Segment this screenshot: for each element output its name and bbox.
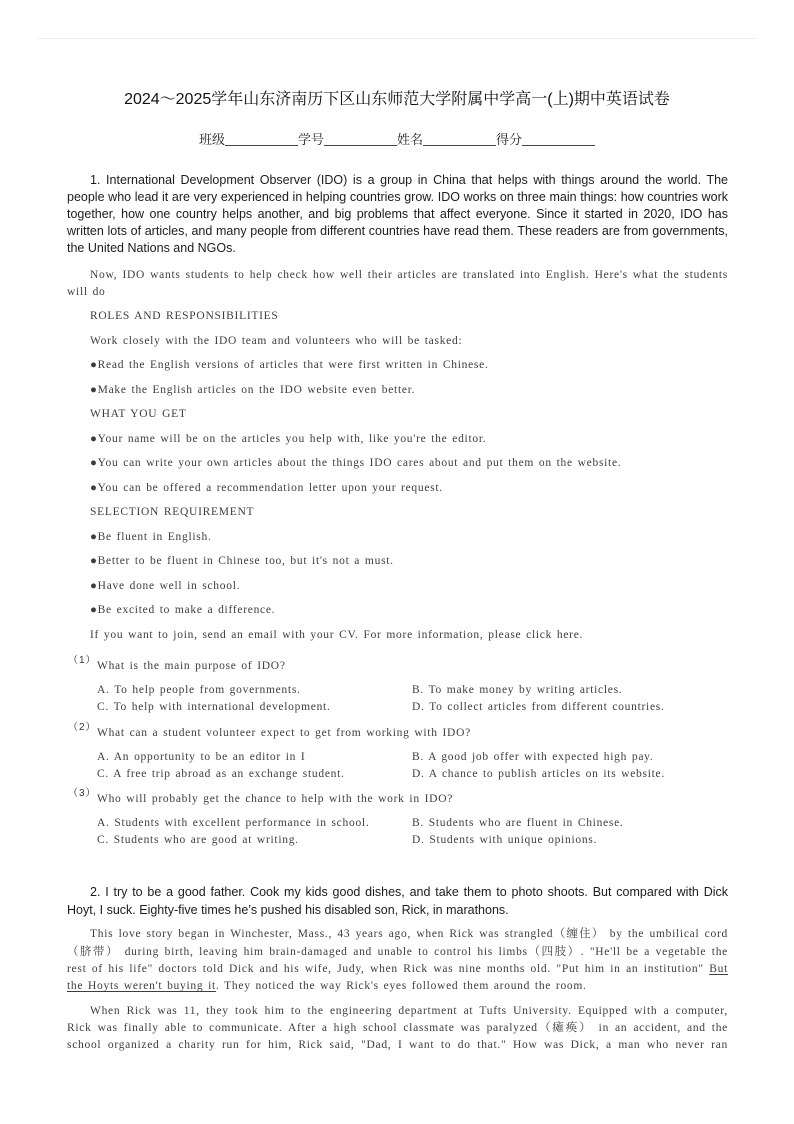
student-info-line	[0, 131, 794, 148]
question-2-passage	[67, 926, 728, 1054]
class-blank	[225, 145, 298, 146]
paragraph-text: . They noticed the way Rick's eyes followed them around the room.	[215, 980, 587, 993]
question-1	[67, 172, 728, 651]
option-c: C. Students who are good at writing.	[97, 834, 299, 846]
option-d: D. A chance to publish articles on its website.	[412, 767, 665, 780]
student-number-label: 学号	[297, 132, 324, 147]
requirement-item: ●Be excited to make a difference.	[90, 604, 276, 616]
name-label: 姓名	[397, 132, 424, 147]
passage-opening: Now, IDO wants students to help check how well their articles are translated into English. Here's what the students will do	[67, 268, 728, 298]
sub-question-stem: What can a student volunteer expect to get from working with IDO?	[97, 726, 471, 739]
option-b: B. To make money by writing articles.	[412, 684, 623, 696]
option-a: A. Students with excellent performance in school.	[97, 817, 370, 829]
sub-question-3	[67, 788, 728, 849]
question-1-sub-questions	[67, 655, 728, 858]
top-divider	[38, 38, 756, 39]
roles-heading: ROLES AND RESPONSIBILITIES	[90, 310, 279, 322]
student-number-blank	[324, 145, 397, 146]
option-a: A. An opportunity to be an editor in I	[97, 750, 306, 763]
benefit-item: ●You can be offered a recommendation letter upon your request.	[90, 481, 443, 494]
answer-options	[67, 749, 728, 783]
answer-options	[67, 815, 728, 849]
roles-intro: Work closely with the IDO team and volunteers who will be tasked:	[90, 334, 463, 347]
sub-question-stem: Who will probably get the chance to help with the work in IDO?	[97, 793, 454, 805]
score-blank	[522, 145, 595, 146]
question-2	[67, 883, 728, 1061]
score-label: 得分	[496, 132, 523, 147]
closing-paragraph: If you want to join, send an email with your CV. For more information, please click here.	[90, 628, 584, 641]
benefit-item: ●You can write your own articles about the things IDO cares about and put them on the website.	[90, 457, 622, 469]
sub-question-stem: What is the main purpose of IDO?	[97, 660, 286, 672]
roles-item: ●Make the English articles on the IDO website even better.	[90, 383, 416, 396]
option-b: B. Students who are fluent in Chinese.	[412, 817, 624, 829]
passage-paragraph-2: When Rick was 11, they took him to the engineering department at Tufts University. Equipped with a computer, Rick was finally able to communicate. After a high school classmate was paralyzed（瘫痪） in an accident, and the school organized a charity run for him, Rick said, "Dad, I want to do that." How was Dick, a man who never ran	[67, 1004, 728, 1052]
sub-question-number: （2）	[68, 721, 97, 733]
name-blank	[423, 145, 496, 146]
option-d: D. Students with unique opinions.	[412, 834, 598, 846]
underlined-phrase: But the Hoyts weren't buying it	[67, 962, 728, 993]
requirement-item: ●Be fluent in English.	[90, 530, 212, 543]
option-c: C. A free trip abroad as an exchange student.	[97, 767, 345, 780]
roles-item: ●Read the English versions of articles that were first written in Chinese.	[90, 359, 489, 371]
sub-question-1	[67, 655, 728, 716]
requirement-item: ●Have done well in school.	[90, 579, 241, 592]
sub-question-number: （3）	[68, 788, 97, 799]
sub-question-2	[67, 721, 728, 783]
question-2-intro: 2. I try to be a good father. Cook my kids good dishes, and take them to photo shoots. But compared with Dick Hoyt, I suck. Eighty-five times he’s pushed his disabled son, Rick, in marathons.	[67, 885, 728, 917]
question-1-passage	[67, 267, 728, 644]
answer-options	[67, 682, 728, 716]
benefits-heading: WHAT YOU GET	[90, 408, 187, 420]
option-c: C. To help with international development.	[97, 701, 331, 713]
option-a: A. To help people from governments.	[97, 684, 301, 696]
requirement-item: ●Better to be fluent in Chinese too, but it's not a must.	[90, 555, 394, 567]
sub-question-number: （1）	[68, 655, 97, 666]
requirements-heading: SELECTION REQUIREMENT	[90, 506, 255, 518]
paragraph-text: This love story began in Winchester, Mass., 43 years ago, when Rick was strangled（缠住） by the umbilical cord （脐带） during birth, leaving him brain-damaged and unable to control his limbs（四肢）. "He'll be a vegetable the rest of his life" doctors told Dick and his wife, Judy, when Rick was nine months old. "Put him in an institution"	[67, 928, 728, 975]
option-d: D. To collect articles from different countries.	[412, 701, 665, 713]
passage-paragraph-1	[67, 926, 728, 995]
exam-title: 2024～2025学年山东济南历下区山东师范大学附属中学高一(上)期中英语试卷	[124, 91, 670, 108]
option-b: B. A good job offer with expected high pay.	[412, 750, 654, 763]
benefit-item: ●Your name will be on the articles you help with, like you're the editor.	[90, 432, 487, 445]
question-1-intro: 1. International Development Observer (IDO) is a group in China that helps with things around the world. The people who lead it are very experienced in helping countries grow. IDO works on three main things: how countries work together, how one country helps another, and big problems that affect everyone. Since it started in 2020, IDO has written lots of articles, and many people from different countries have read them. These readers are from governments, the United Nations and NGOs.	[67, 173, 728, 255]
class-label: 班级	[198, 132, 225, 147]
